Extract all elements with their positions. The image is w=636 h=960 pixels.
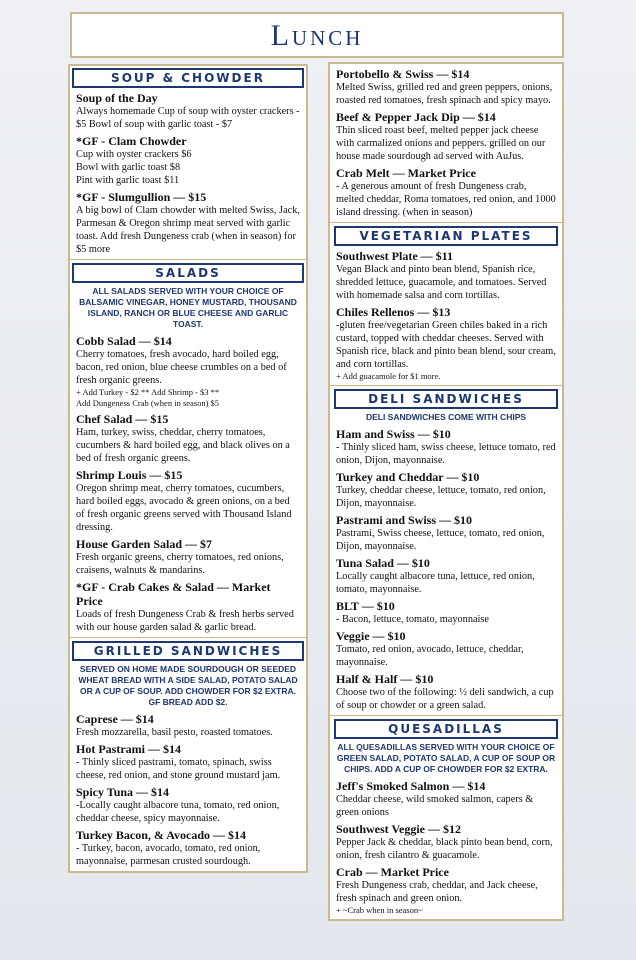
quesadilla-item-name: Jeff's Smoked Salmon — $14 (336, 779, 486, 793)
right-column (328, 62, 564, 921)
salad-item-name: Shrimp Louis — $15 (76, 468, 183, 482)
salad-item-addon: + Add Turkey - $2 ** Add Shrimp - $3 ** (76, 387, 220, 397)
deli-item-desc: - Thinly sliced ham, swiss cheese, lettuce tomato, red onion, Dijon, mayonnaise. (336, 442, 556, 466)
soup-item-desc: Always homemade Cup of soup with oyster crackers - $5 Bowl of soup with garlic toast - $7 (76, 106, 300, 130)
deli-section (336, 427, 556, 712)
divider (330, 222, 562, 223)
grilled-item-name: Hot Pastrami — $14 (76, 742, 181, 756)
right-top-section (336, 67, 556, 219)
vegetarian-item-desc: -gluten free/vegetarian Green chiles baked in a rich custard, topped with cheddar cheeses. Served with Spanish rice, black and pinto bean blend, sour cream, and corn tortillas. (336, 320, 556, 370)
salads-header: SALADS (72, 263, 304, 283)
deli-item-name: BLT — $10 (336, 599, 395, 613)
deli-item-name: Veggie — $10 (336, 629, 406, 643)
deli-item-desc: Locally caught albacore tuna, lettuce, red onion, tomato, mayonnaise. (336, 571, 535, 595)
deli-note: DELI SANDWICHES COME WITH CHIPS (365, 412, 527, 422)
soup-section (76, 91, 300, 256)
grilled-item-desc: - A generous amount of fresh Dungeness crab, melted cheddar, Roma tomatoes, red onion, and 1000 island dressing. (when in season) (336, 181, 556, 218)
left-column (68, 64, 308, 873)
quesadilla-item-desc: Fresh Dungeness crab, cheddar, and Jack cheese, fresh spinach and green onion. (336, 880, 538, 904)
grilled-item-desc: Thin sliced roast beef, melted pepper jack cheese with carmalized onions and peppers. grilled on our house made sourdough ad served with AuJus. (336, 125, 546, 162)
deli-item-desc: - Bacon, lettuce, tomato, mayonnaise (336, 614, 489, 625)
divider (70, 259, 306, 260)
quesadillas-section (336, 779, 556, 919)
vegetarian-item-addon: + Add guacamole for $1 more. (336, 371, 441, 381)
salads-note: ALL SALADS SERVED WITH YOUR CHOICE OF BALSAMIC VINEGAR, HONEY MUSTARD, THOUSAND ISLAND, RANCH OR BLUE CHEESE AND GARLIC TOAST. (79, 286, 297, 329)
vegetarian-item-name: Chiles Rellenos — $13 (336, 305, 451, 319)
grilled-item-desc: -Locally caught albacore tuna, tomato, red onion, cheddar cheese, spicy mayonnaise. (76, 800, 280, 824)
grilled-note: SERVED ON HOME MADE SOURDOUGH OR SEEDED WHEAT BREAD WITH A SIDE SALAD, POTATO SALAD OR A CUP OF SOUP. ADD CHOWDER FOR $2 EXTRA. GF BREAD ADD $2. (78, 664, 298, 707)
soup-item-desc: Cup with oyster crackers $6 (76, 149, 192, 160)
divider (70, 637, 306, 638)
soup-item-desc: Pint with garlic toast $11 (76, 175, 180, 186)
quesadilla-item-name: Crab — Market Price (336, 865, 449, 879)
deli-header: DELI SANDWICHES (334, 389, 558, 409)
salad-item-name: Chef Salad — $15 (76, 412, 169, 426)
deli-item-name: Half & Half — $10 (336, 672, 434, 686)
quesadilla-item-desc: Pepper Jack & cheddar, black pinto bean bend, corn, onion, fresh cilantro & guacamole. (336, 837, 553, 861)
soup-item-name: *GF - Slumgullion — $15 (76, 190, 207, 204)
grilled-item-desc: Melted Swiss, grilled red and green peppers, onions, roasted red tomatoes, fresh spinach and spicy mayo. (336, 82, 553, 106)
menu-title: Lunch (270, 19, 364, 52)
menu-title-box (70, 12, 564, 58)
grilled-item-desc: - Turkey, bacon, avocado, tomato, red onion, mayonnaise, parmesan crusted sourdough. (76, 843, 261, 867)
deli-item-name: Tuna Salad — $10 (336, 556, 430, 570)
grilled-item-name: Caprese — $14 (76, 712, 154, 726)
vegetarian-item-desc: Vegan Black and pinto bean blend, Spanish rice, shredded lettuce, guacamole, and tomatoes. Served with homemade salsa and corn tortillas. (336, 264, 547, 301)
salad-item-desc: Cherry tomatoes, fresh avocado, hard boiled egg, bacon, red onion, blue cheese crumbles on a bed of fresh organic greens. (76, 349, 287, 386)
grilled-item-name: Portobello & Swiss — $14 (336, 67, 470, 81)
soup-item-name: Soup of the Day (76, 91, 158, 105)
grilled-item-name: Crab Melt — Market Price (336, 166, 476, 180)
soup-header: SOUP & CHOWDER (72, 68, 304, 88)
vegetarian-item-name: Southwest Plate — $11 (336, 249, 453, 263)
quesadilla-item-desc: Cheddar cheese, wild smoked salmon, capers & green onions (336, 794, 534, 818)
divider (330, 385, 562, 386)
salads-section (76, 334, 300, 634)
deli-item-desc: Pastrami, Swiss cheese, lettuce, tomato, red onion, Dijon, mayonnaise. (336, 528, 545, 552)
salad-item-desc: Ham, turkey, swiss, cheddar, cherry tomatoes, cucumbers & hard boiled egg, and black olives on a bed of fresh organic greens. (76, 427, 290, 464)
salad-item-name: House Garden Salad — $7 (76, 537, 213, 551)
quesadillas-header: QUESADILLAS (334, 719, 558, 739)
salad-item-name: *GF - Crab Cakes & Salad — Market Price (76, 580, 271, 608)
soup-item-desc: Bowl with garlic toast $8 (76, 162, 181, 173)
salad-item-addon: Add Dungeness Crab (when in season) $5 (76, 398, 220, 408)
quesadillas-note: ALL QUESADILLAS SERVED WITH YOUR CHOICE OF GREEN SALAD, POTATO SALAD, A CUP OF SOUP OR CHIPS. ADD A CUP OF CHOWDER FOR $2 EXTRA. (336, 742, 556, 774)
salad-item-name: Cobb Salad — $14 (76, 334, 172, 348)
deli-item-desc: Choose two of the following: ½ deli sandwich, a cup of soup or chowder or a green salad. (336, 687, 554, 711)
quesadilla-item-addon: + ~Crab when in season~ (336, 905, 423, 915)
salad-item-desc: Oregon shrimp meat, cherry tomatoes, cucumbers, hard boiled eggs, avocado & green onions, on a bed of fresh organic greens served with Thousand Island dressing. (76, 483, 292, 533)
soup-item-desc: A big bowl of Clam chowder with melted Swiss, Jack, Parmesan & Oregon shrimp meat served with garlic toast. Add fresh Dungeness crab (when in season) for $5 more (76, 205, 300, 255)
divider (330, 715, 562, 716)
salad-item-desc: Fresh organic greens, cherry tomatoes, red onions, craisens, walnuts & mandarins. (76, 552, 284, 576)
deli-item-desc: Tomato, red onion, avocado, lettuce, cheddar, mayonnaise. (336, 644, 524, 668)
grilled-item-desc: Fresh mozzarella, basil pesto, roasted tomatoes. (76, 727, 273, 738)
grilled-item-desc: - Thinly sliced pastrami, tomato, spinach, swiss cheese, red onion, and stone ground mustard jam. (76, 757, 281, 781)
soup-item-name: *GF - Clam Chowder (76, 134, 187, 148)
vegetarian-section (336, 249, 556, 382)
grilled-header: GRILLED SANDWICHES (72, 641, 304, 661)
deli-item-desc: Turkey, cheddar cheese, lettuce, tomato, red onion, Dijon, mayonnaise. (336, 485, 546, 509)
vegetarian-header: VEGETARIAN PLATES (334, 226, 558, 246)
grilled-item-name: Spicy Tuna — $14 (76, 785, 170, 799)
grilled-section (76, 712, 300, 871)
deli-item-name: Pastrami and Swiss — $10 (336, 513, 473, 527)
grilled-item-name: Turkey Bacon, & Avocado — $14 (76, 828, 247, 842)
quesadilla-item-name: Southwest Veggie — $12 (336, 822, 462, 836)
salad-item-desc: Loads of fresh Dungeness Crab & fresh herbs served with our house garden salad & garlic bread. (76, 609, 294, 633)
deli-item-name: Ham and Swiss — $10 (336, 427, 451, 441)
grilled-item-name: Beef & Pepper Jack Dip — $14 (336, 110, 496, 124)
deli-item-name: Turkey and Cheddar — $10 (336, 470, 480, 484)
